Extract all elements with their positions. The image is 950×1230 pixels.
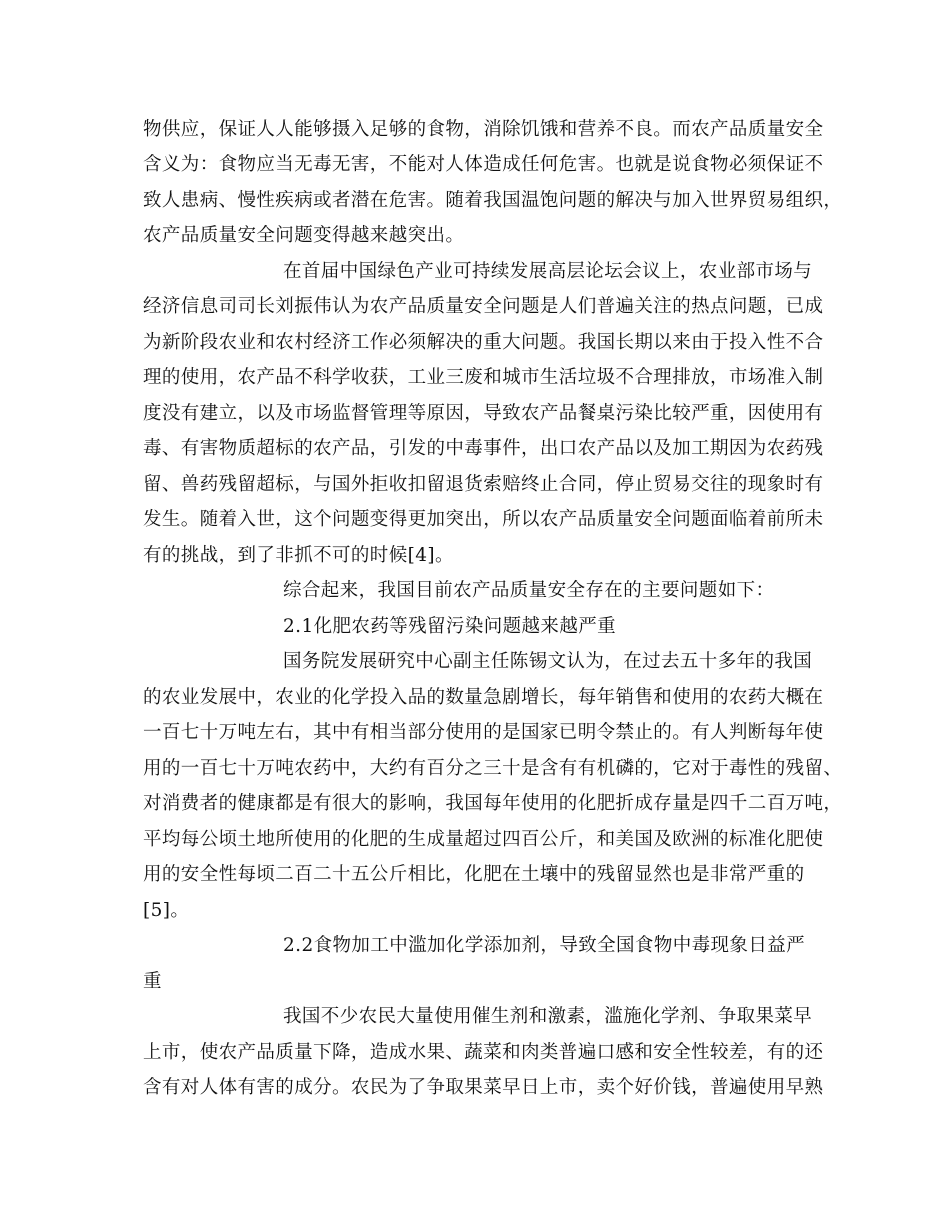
text-line: 农产品质量安全问题变得越来越突出。 <box>143 225 465 246</box>
paragraph-start-line: 在首届中国绿色产业可持续发展高层论坛会议上，农业部市场与 <box>283 261 813 282</box>
text-line: 留、兽药残留超标，与国外拒收扣留退货索赔终止合同，停止贸易交往的现象时有 <box>143 474 824 495</box>
text-line: 上市，使农产品质量下降，造成水果、蔬菜和肉类普遍口感和安全性较差，有的还 <box>143 1042 824 1063</box>
text-line: [5]。 <box>143 900 190 921</box>
paragraph-start-line: 我国不少农民大量使用催生剂和激素，滥施化学剂、争取果菜早 <box>283 1006 813 1027</box>
text-line: 含有对人体有害的成分。农民为了争取果菜早日上市，卖个好价钱，普遍使用早熟 <box>143 1077 824 1098</box>
text-line: 致人患病、慢性疾病或者潜在危害。随着我国温饱问题的解决与加入世界贸易组织， <box>143 190 843 211</box>
paragraph-start-line: 国务院发展研究中心副主任陈锡文认为，在过去五十多年的我国 <box>283 651 813 672</box>
section-heading-2-2: 2.2食物加工中滥加化学添加剂，导致全国食物中毒现象日益严 <box>283 935 806 956</box>
text-line: 含义为：食物应当无毒无害，不能对人体造成任何危害。也就是说食物必须保证不 <box>143 154 824 175</box>
text-line: 用的一百七十万吨农药中，大约有百分之三十是含有有机磷的，它对于毒性的残留、 <box>143 758 843 779</box>
text-line: 物供应，保证人人能够摄入足够的食物，消除饥饿和营养不良。而农产品质量安全 <box>143 119 824 140</box>
section-heading-2-2-continued: 重 <box>143 971 162 992</box>
text-line: 一百七十万吨左右，其中有相当部分使用的是国家已明令禁止的。有人判断每年使 <box>143 722 824 743</box>
text-line: 为新阶段农业和农村经济工作必须解决的重大问题。我国长期以来由于投入性不合 <box>143 332 824 353</box>
text-line: 度没有建立，以及市场监督管理等原因，导致农产品餐桌污染比较严重，因使用有 <box>143 403 824 424</box>
section-heading-2-1: 2.1化肥农药等残留污染问题越来越严重 <box>283 616 617 637</box>
text-line: 用的安全性每顷二百二十五公斤相比，化肥在土壤中的残留显然也是非常严重的 <box>143 864 805 885</box>
text-line: 毒、有害物质超标的农产品，引发的中毒事件，出口农产品以及加工期因为农药残 <box>143 438 824 459</box>
paragraph-start-line: 综合起来，我国目前农产品质量安全存在的主要问题如下： <box>283 580 775 601</box>
text-line: 有的挑战，到了非抓不可的时候[4]。 <box>143 545 454 566</box>
text-line: 经济信息司司长刘振伟认为农产品质量安全问题是人们普遍关注的热点问题，已成 <box>143 296 824 317</box>
text-line: 理的使用，农产品不科学收获，工业三废和城市生活垃圾不合理排放，市场准入制 <box>143 367 824 388</box>
text-line: 的农业发展中，农业的化学投入品的数量急剧增长，每年销售和使用的农药大概在 <box>143 687 824 708</box>
text-line: 对消费者的健康都是有很大的影响，我国每年使用的化肥折成存量是四千二百万吨， <box>143 793 843 814</box>
text-line: 发生。随着入世，这个问题变得更加突出，所以农产品质量安全问题面临着前所未 <box>143 509 824 530</box>
text-line: 平均每公顷土地所使用的化肥的生成量超过四百公斤，和美国及欧洲的标准化肥使 <box>143 829 824 850</box>
